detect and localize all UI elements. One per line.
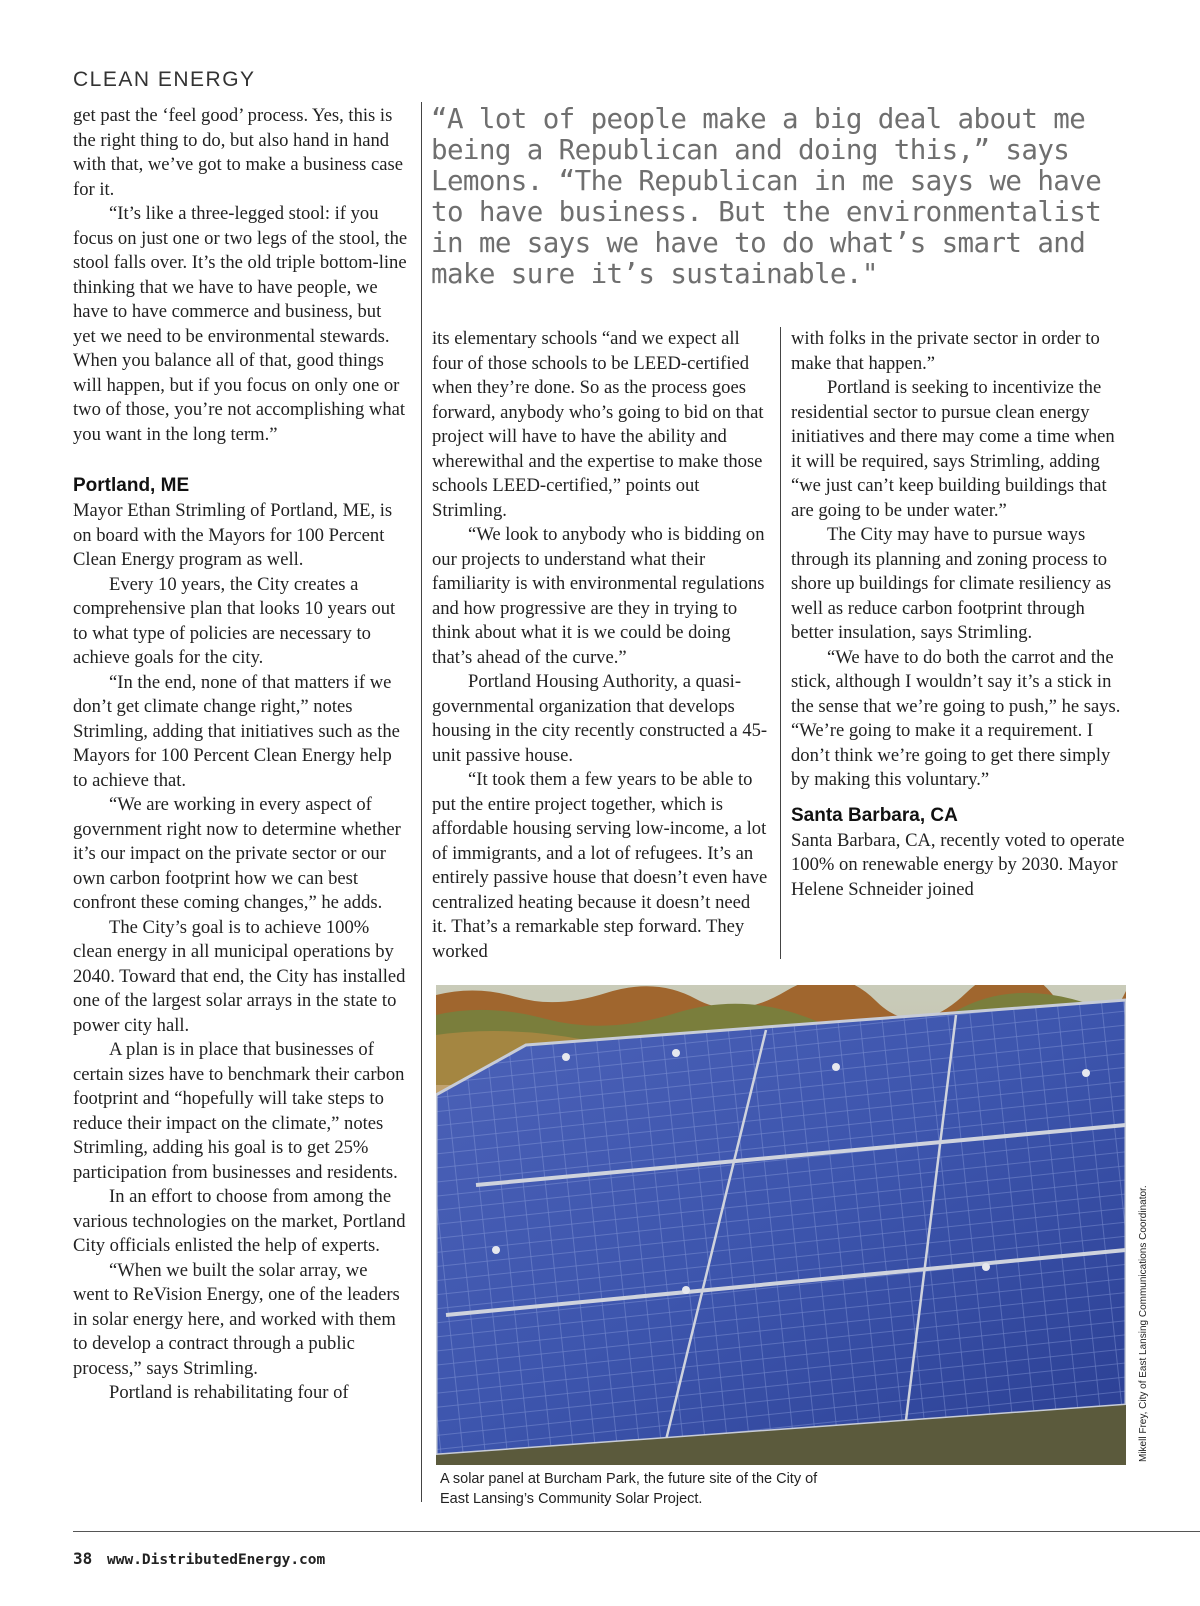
solar-panel-photo (436, 985, 1126, 1465)
paragraph: The City may have to pursue ways through its planning and zoning process to shore up buildings for climate resiliency as well as reduce carbon footprint through better insulation, says Strimling. (791, 524, 1112, 643)
paragraph: “When we built the solar array, we went to ReVision Energy, one of the leaders in solar energy here, and worked with them to develop a contract through a public process,” says Strimling. (73, 1259, 400, 1379)
paragraph: get past the ‘feel good’ process. Yes, this is the right thing to do, but also hand in hand with that, we’ve got to make a business case for it. (73, 105, 403, 200)
paragraph: Every 10 years, the City creates a comprehensive plan that looks 10 years out to what type of policies are necessary to achieve goals for the city. (73, 573, 396, 668)
paragraph: “It took them a few years to be able to put the entire project together, which is affordable housing serving low-income, a lot of immigrants, and a lot of refugees. It’s an entirely passive house that doesn’t even have centralized heating because it doesn’t need it. That’s a remarkable step forward. They worked (432, 769, 768, 962)
section-heading: Santa Barbara, CA (791, 804, 958, 826)
paragraph: “We are working in every aspect of government right now to determine whether it’s our impact on the private sector or our own carbon footprint how we can best confront these coming changes,” he adds. (73, 794, 401, 913)
paragraph: “It’s like a three-legged stool: if you focus on just one or two legs of the stool, the stool falls over. It’s the old triple bottom-line thinking that we have to have people, we have to have commerce and business, but yet we need to be environmental stewards. When you balance all of that, good things will happen, but if you focus on only one or two of those, you’re not accomplishing what you want in the long term.” (73, 203, 408, 445)
website-url: www.DistributedEnergy.com (107, 1552, 326, 1568)
paragraph: Portland is seeking to incentivize the residential sector to pursue clean energy initiatives and there may come a time when it will be required, says Strimling, adding “we just can’t keep building buildings that are going to be under water.” (791, 377, 1115, 521)
paragraph: The City’s goal is to achieve 100% clean energy in all municipal operations by 2040. Toward that end, the City has installed one of the largest solar arrays in the state to power city hall. (73, 916, 406, 1036)
footer-rule (73, 1531, 1200, 1532)
page-footer (73, 1549, 325, 1568)
article-column-1 (73, 104, 408, 1406)
paragraph: with folks in the private sector in order to make that happen.” (791, 328, 1100, 374)
paragraph: “In the end, none of that matters if we don’t get climate change right,” notes Strimling, adding that initiatives such as the Mayors for 100 Percent Clean Energy help to achieve that. (73, 671, 400, 791)
paragraph: “We look to anybody who is bidding on our projects to understand what their familiarity is with environmental regulations and how progressive are they in trying to think about what it is we could be doing that’s ahead of the curve.” (432, 524, 765, 668)
article-column-3 (791, 327, 1125, 902)
article-column-2 (432, 327, 768, 964)
photo-credit: Mikell Frey, City of East Lansing Communications Coordinator. (1138, 1185, 1149, 1462)
section-label: CLEAN ENERGY (73, 68, 256, 91)
page-number: 38 (73, 1549, 93, 1568)
paragraph: In an effort to choose from among the various technologies on the market, Portland City officials enlisted the help of experts. (73, 1186, 406, 1256)
pull-quote: “A lot of people make a big deal about me being a Republican and doing this,” says Lemons. “The Republican in me says we have to have business. But the environmentalist in me says we have to do what’s smart and make sure it’s sustainable." (431, 103, 1102, 290)
column-divider (780, 327, 781, 959)
photo-caption: A solar panel at Burcham Park, the future site of the City of East Lansing’s Community Solar Project. (440, 1471, 818, 1507)
column-divider (421, 102, 422, 1502)
paragraph: A plan is in place that businesses of certain sizes have to benchmark their carbon footprint and “hopefully will take steps to reduce their impact on the climate,” notes Strimling, adding his goal is to get 25% participation from businesses and residents. (73, 1039, 405, 1183)
paragraph: Santa Barbara, CA, recently voted to operate 100% on renewable energy by 2030. Mayor Helene Schneider joined (791, 829, 1125, 900)
paragraph: its elementary schools “and we expect all four of those schools to be LEED-certified when they’re done. So as the process goes forward, anybody who’s going to bid on that project will have to have the ability and wherewithal and the expertise to make those schools LEED-certified,” points out Strimling. (432, 328, 764, 521)
paragraph: “We have to do both the carrot and the stick, although I wouldn’t say it’s a stick in the sense that we’re going to push,” he says. “We’re going to make it a requirement. I don’t think we’re going to get there simply by making this voluntary.” (791, 646, 1121, 790)
paragraph: Portland is rehabilitating four of (109, 1382, 349, 1403)
paragraph: Mayor Ethan Strimling of Portland, ME, is on board with the Mayors for 100 Percent Clean Energy program as well. (73, 500, 393, 570)
paragraph: Portland Housing Authority, a quasi-governmental organization that develops housing in the city recently constructed a 45-unit passive house. (432, 671, 768, 766)
section-heading: Portland, ME (73, 475, 190, 496)
